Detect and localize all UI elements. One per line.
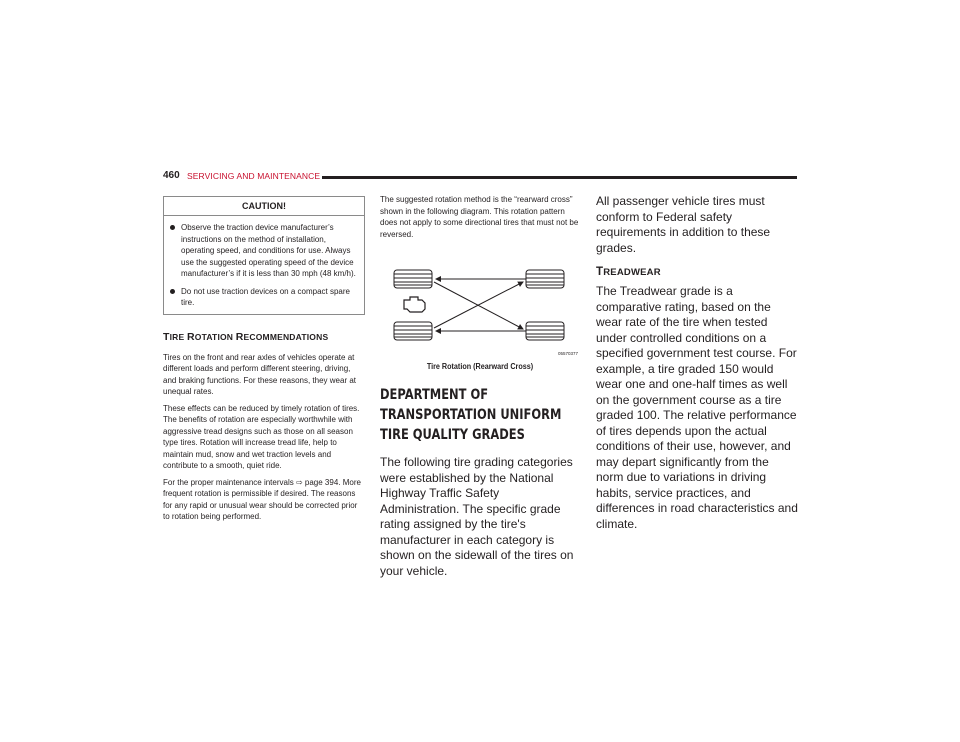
tire-rear-left-icon (394, 322, 432, 340)
caution-item (170, 222, 358, 280)
page-header (163, 170, 797, 184)
dot-paragraph: The following tire grading categories were established by the National Highway Traffic Safety Administration. The specific grade rating assigned by the tire's manufacturer in each category is shown on the sidewall of the tires on your vehicle. (380, 455, 574, 578)
header-rule (322, 176, 797, 179)
section-title: SERVICING AND MAINTENANCE (187, 171, 321, 181)
caution-title: CAUTION! (164, 197, 364, 216)
figure-caption: Tire Rotation (Rearward Cross) (426, 362, 534, 371)
rotation-paragraph: These effects can be reduced by timely rotation of tires. The benefits of rotation are especially worthwhile with aggressive tread designs such as those on all season type tires. Rotation will increase tread life, help to maintain mud, snow and wet traction levels and contribute to a smooth, quiet ride. (163, 403, 360, 470)
caution-item-text: Observe the traction device manufacturer’s instructions on the method of installation, operating speed, and conditions for use. Always use the suggested operating speed of the device manufacturer’s if it is less than 30 mph (48 km/h). (181, 223, 356, 278)
dot-paragraph-cont: All passenger vehicle tires must conform to Federal safety requirements in addition to these grades. (596, 194, 771, 255)
caution-box (163, 196, 365, 315)
tire-rotation-diagram (380, 250, 580, 360)
tire-front-left-icon (394, 270, 432, 288)
tire-front-right-icon (526, 270, 564, 288)
treadwear-paragraph: The Treadwear grade is a comparative rating, based on the wear rate of the tire when tested under controlled conditions on a specified government test course. For example, a tire graded 150 would wear one and one-half times as well on the government course as a tire graded 100. The relative performance of tires depends upon the actual conditions of their use, however, and may depart significantly from the norm due to variations in driving habits, service practices, and differences in road characteristics and climate. (596, 284, 798, 531)
engine-icon (404, 297, 425, 312)
caution-item (170, 286, 358, 309)
page-number: 460 (163, 170, 180, 181)
column-right (596, 194, 798, 542)
rearward-cross-diagram (380, 250, 580, 360)
tire-rear-right-icon (526, 322, 564, 340)
column-middle (380, 194, 580, 589)
suggested-paragraph: The suggested rotation method is the “rearward cross” shown in the following diagram. This rotation pattern does not apply to some directional tires that must not be reversed. (380, 195, 579, 239)
figure-id: 05570377 (557, 351, 578, 356)
caution-item-text: Do not use traction devices on a compact spare tire. (181, 286, 350, 307)
dot-heading: DEPARTMENT OF TRANSPORTATION UNIFORM TIRE QUALITY GRADES (380, 387, 562, 443)
rotation-paragraph: Tires on the front and rear axles of vehicles operate at different loads and perform different steering, driving, and braking functions. For these reasons, they wear at unequal rates. (163, 352, 356, 396)
tire-rotation-heading: TIRE ROTATION RECOMMENDATIONS (163, 330, 329, 343)
page-ref-arrow-icon: ⇨ (295, 477, 303, 487)
rotation-arrows (434, 279, 526, 331)
treadwear-heading: TREADWEAR (596, 266, 661, 278)
column-left (163, 196, 365, 528)
rotation-paragraph: For the proper maintenance intervals ⇨ page 394. More frequent rotation is permissible if desired. The reasons for any rapid or unusual wear should be corrected prior to rotation being performed. (163, 477, 361, 521)
bullet-icon (170, 289, 175, 294)
bullet-icon (170, 225, 175, 230)
